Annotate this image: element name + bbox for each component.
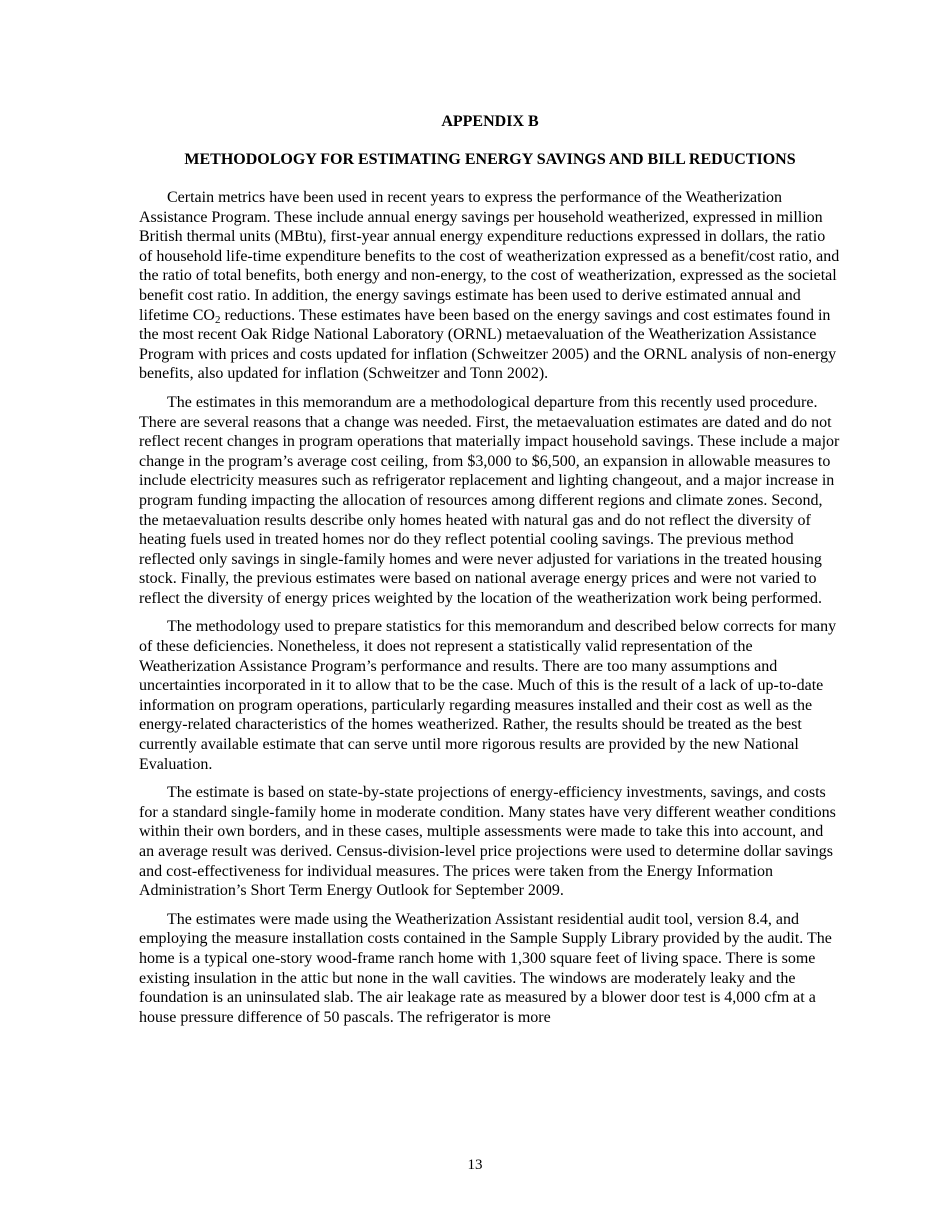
page-title: METHODOLOGY FOR ESTIMATING ENERGY SAVINGS AND BILL REDUCTIONS <box>184 151 796 168</box>
paragraph-metrics-text: Certain metrics have been used in recent years to express the performance of the Weatherization Assistance Program. These include annual energy savings per household weatherized, expressed in million British thermal units (MBtu), first-year annual energy expenditure reductions expressed in dollars, the ratio of household life-time expenditure benefits to the cost of weatherization expressed as a benefit/cost ratio, and the ratio of total benefits, both energy and non-energy, to the cost of weatherization, expressed as the societal benefit cost ratio. In addition, the energy savings estimate has been used to derive estimated annual and lifetime CO <box>139 189 840 324</box>
paragraph-audit-tool: The estimates were made using the Weatherization Assistant residential audit tool, version 8.4, and employing the measure installation costs contained in the Sample Supply Library provided by the audit. The home is a typical one-story wood-frame ranch home with 1,300 square feet of living space. There is some existing insulation in the attic but none in the wall cavities. The windows are moderately leaky and the foundation is an uninsulated slab. The air leakage rate as measured by a blower door test is 4,000 cfm at a house pressure difference of 50 pascals. The refrigerator is more <box>139 910 832 1026</box>
paragraph-metrics-text-cont: reductions. These estimates have been based on the energy savings and cost estimates found in the most recent Oak Ridge National Laboratory (ORNL) metaevaluation of the Weatherization Assistance Program with prices and costs updated for inflation (Schweitzer 2005) and the ORNL analysis of non-energy benefits, also updated for inflation (Schweitzer and Tonn 2002). <box>139 306 837 383</box>
paragraph-methodology: The methodology used to prepare statistics for this memorandum and described below corrects for many of these deficiencies. Nonetheless, it does not represent a statistically valid representation of the Weatherization Assistance Program’s performance and results. There are too many assumptions and uncertainties incorporated in it to allow that to be the case. Much of this is the result of a lack of up-to-date information on program operations, particularly regarding measures installed and their cost as well as the energy-related characteristics of the homes weatherized. Rather, the results should be treated as the best currently available estimate that can serve until more rigorous results are provided by the new National Evaluation. <box>139 618 837 773</box>
co2-subscript: 2 <box>214 313 221 326</box>
paragraph-metrics <box>139 188 841 384</box>
paragraph-departure: The estimates in this memorandum are a methodological departure from this recently used procedure. There are several reasons that a change was needed. First, the metaevaluation estimates are dated and do not reflect recent changes in program operations that materially impact household savings. These include a major change in the program’s average cost ceiling, from $3,000 to $6,500, an expansion in allowable measures to include electricity measures such as refrigerator replacement and lighting changeout, and a major increase in program funding impacting the allocation of resources among different regions and climate zones. Second, the metaevaluation results describe only homes heated with natural gas and do not reflect the diversity of heating fuels used in treated homes nor do they reflect potential cooling savings. The previous method reflected only savings in single-family homes and were never adjusted for variations in the treated housing stock. Finally, the previous estimates were based on national average energy prices and were not varied to reflect the diversity of energy prices weighted by the location of the weatherization work being performed. <box>139 393 840 607</box>
appendix-heading: APPENDIX B <box>441 113 539 130</box>
paragraph-estimate-basis: The estimate is based on state-by-state projections of energy-efficiency investments, savings, and costs for a standard single-family home in moderate condition. Many states have very different weather conditions within their own borders, and in these cases, multiple assessments were made to take this into account, and an average result was derived. Census-division-level price projections were used to determine dollar savings and cost-effectiveness for individual measures. The prices were taken from the Energy Information Administration’s Short Term Energy Outlook for September 2009. <box>139 784 836 900</box>
body-text <box>139 188 841 1036</box>
page-number: 13 <box>467 1157 483 1173</box>
